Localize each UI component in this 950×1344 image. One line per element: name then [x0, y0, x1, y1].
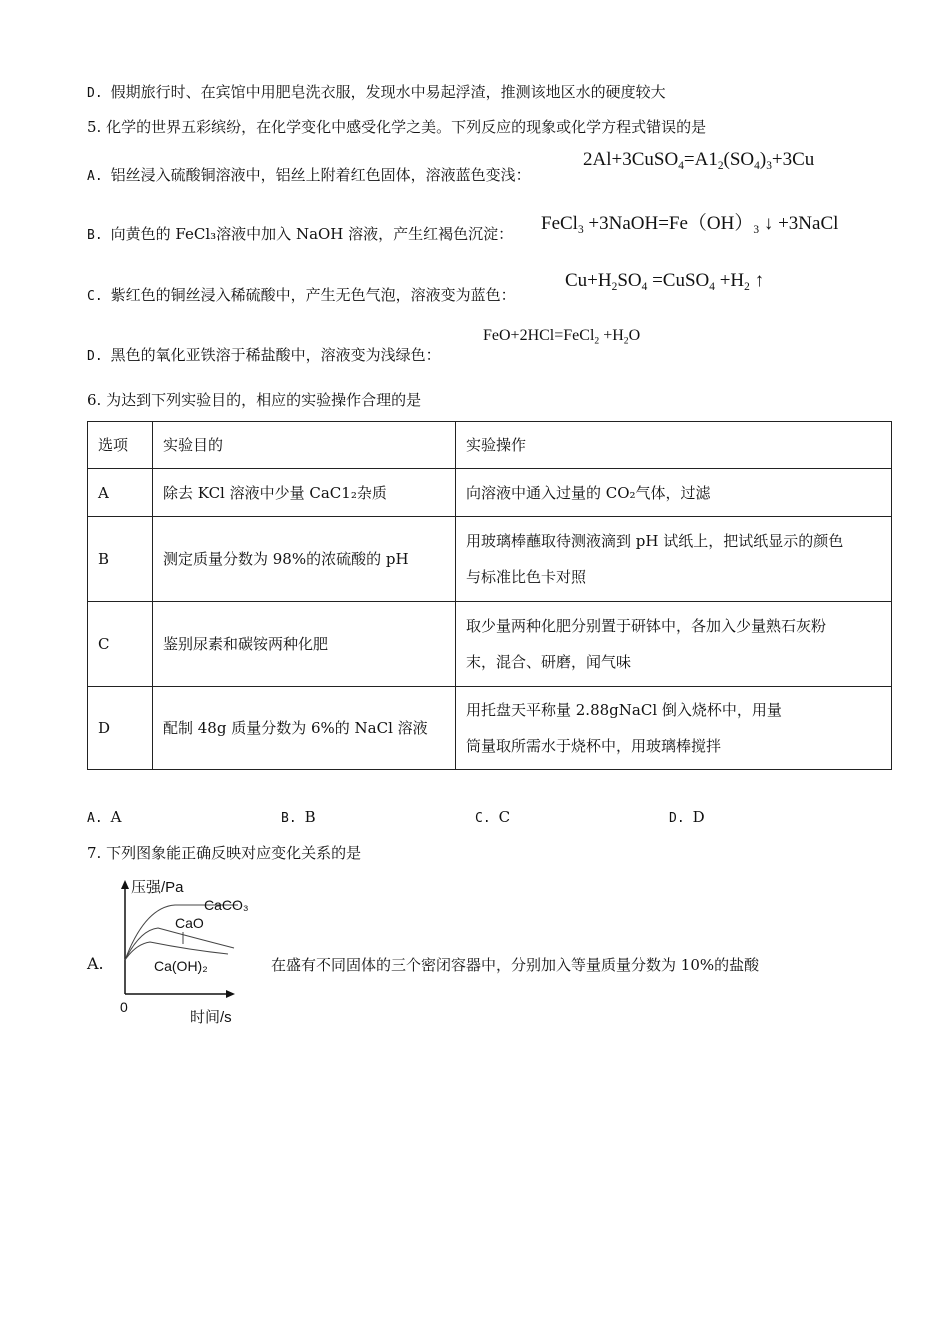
- cell-purpose: 除去 KCl 溶液中少量 CaC1₂杂质: [153, 469, 456, 517]
- choice-value: A: [110, 808, 122, 826]
- equation-d: FeO+2HCl=FeCl$_2$ $+H_2O$: [483, 327, 641, 347]
- choice-label: B.: [281, 811, 297, 826]
- cell-operation: 向溶液中通入过量的 CO₂气体，过滤: [456, 469, 892, 517]
- label-caco3: CaCO₃: [204, 897, 249, 913]
- option-text: 假期旅行时、在宾馆中用肥皂洗衣服，发现水中易起浮渣，推测该地区水的硬度较大: [110, 83, 666, 101]
- option-label: D.: [87, 349, 103, 364]
- cell-option: A: [88, 469, 153, 517]
- choice-label: A.: [87, 811, 103, 826]
- choice-value: C: [498, 808, 511, 826]
- pressure-time-graph: [110, 872, 270, 1030]
- option-text: 黑色的氧化亚铁溶于稀盐酸中，溶液变为浅绿色：: [110, 346, 441, 364]
- equation-b: FeCl$_3$ $+3NaOH=Fe(OH)_3$ ↓ +3NaCl: [541, 213, 839, 236]
- table-header-row: [88, 422, 892, 469]
- table-row: [88, 602, 892, 687]
- q5-option-b: [87, 224, 513, 246]
- option-label: B.: [87, 228, 103, 243]
- cell-operation: 取少量两种化肥分别置于研钵中，各加入少量熟石灰粉 末，混合、研磨，闻气味: [456, 602, 892, 687]
- choice-label: C.: [475, 811, 491, 826]
- q4-option-d: [87, 82, 666, 104]
- cell-operation: 用玻璃棒蘸取待测液滴到 pH 试纸上，把试纸显示的颜色 与标准比色卡对照: [456, 517, 892, 602]
- q7-stem: 7. 下列图象能正确反映对应变化关系的是: [87, 844, 362, 862]
- choice-value: B: [304, 808, 316, 826]
- cell-option: C: [88, 602, 153, 687]
- header-option: 选项: [88, 422, 153, 469]
- cell-operation: 用托盘天平称量 2.88gNaCl 倒入烧杯中，用量 筒量取所需水于烧杯中，用玻璃棒搅拌: [456, 687, 892, 770]
- choice-b[interactable]: [281, 808, 316, 826]
- curve-caco3: [125, 905, 238, 960]
- q5-stem: 5. 化学的世界五彩缤纷，在化学变化中感受化学之美。下列反应的现象或化学方程式错误的是: [87, 118, 707, 136]
- choice-d[interactable]: [669, 808, 705, 826]
- q5-option-d: [87, 345, 441, 367]
- x-axis-arrow-icon: [226, 990, 235, 998]
- option-text: 向黄色的 FeCl₃溶液中加入 NaOH 溶液，产生红褐色沉淀：: [110, 225, 514, 243]
- equation-a: $2Al+3CuSO_4=A1_2(SO_4)_3+3Cu$: [583, 149, 815, 172]
- x-axis-label: 时间/s: [190, 1009, 232, 1026]
- table-row: [88, 687, 892, 770]
- y-axis-arrow-icon: [121, 880, 129, 889]
- cell-purpose: 鉴别尿素和碳铵两种化肥: [153, 602, 456, 687]
- cell-purpose: 配制 48g 质量分数为 6%的 NaCl 溶液: [153, 687, 456, 770]
- choice-label: D.: [669, 811, 685, 826]
- header-operation: 实验操作: [456, 422, 892, 469]
- choice-value: D: [692, 808, 705, 826]
- experiment-table: [87, 421, 892, 770]
- cell-option: D: [88, 687, 153, 770]
- option-label: C.: [87, 289, 103, 304]
- y-axis-label: 压强/Pa: [131, 879, 184, 896]
- q5-option-c: [87, 285, 516, 307]
- curve-cao: [125, 928, 234, 960]
- cell-option: B: [88, 517, 153, 602]
- q6-stem: 6. 为达到下列实验目的，相应的实验操作合理的是: [87, 391, 422, 409]
- header-purpose: 实验目的: [153, 422, 456, 469]
- origin-label: 0: [120, 999, 128, 1015]
- label-caoh2: Ca(OH)₂: [154, 958, 208, 974]
- q7-option-a-text: 在盛有不同固体的三个密闭容器中，分别加入等量质量分数为 10%的盐酸: [271, 956, 760, 974]
- option-text: 紫红色的铜丝浸入稀硫酸中，产生无色气泡，溶液变为蓝色：: [110, 286, 516, 304]
- option-text: 铝丝浸入硫酸铜溶液中，铝丝上附着红色固体，溶液蓝色变浅：: [110, 166, 531, 184]
- q7-option-a-label: A.: [87, 954, 104, 973]
- option-label: D.: [87, 86, 103, 101]
- choice-a[interactable]: [87, 808, 122, 826]
- cell-purpose: 测定质量分数为 98%的浓硫酸的 pH: [153, 517, 456, 602]
- equation-c: $Cu+H_2SO_4$ =CuSO$_4$ $+H_2$ ↑: [565, 270, 765, 293]
- option-label: A.: [87, 169, 103, 184]
- table-row: [88, 517, 892, 602]
- label-cao: CaO: [175, 915, 204, 931]
- table-row: [88, 469, 892, 517]
- q5-option-a: [87, 165, 531, 187]
- choice-c[interactable]: [475, 808, 510, 826]
